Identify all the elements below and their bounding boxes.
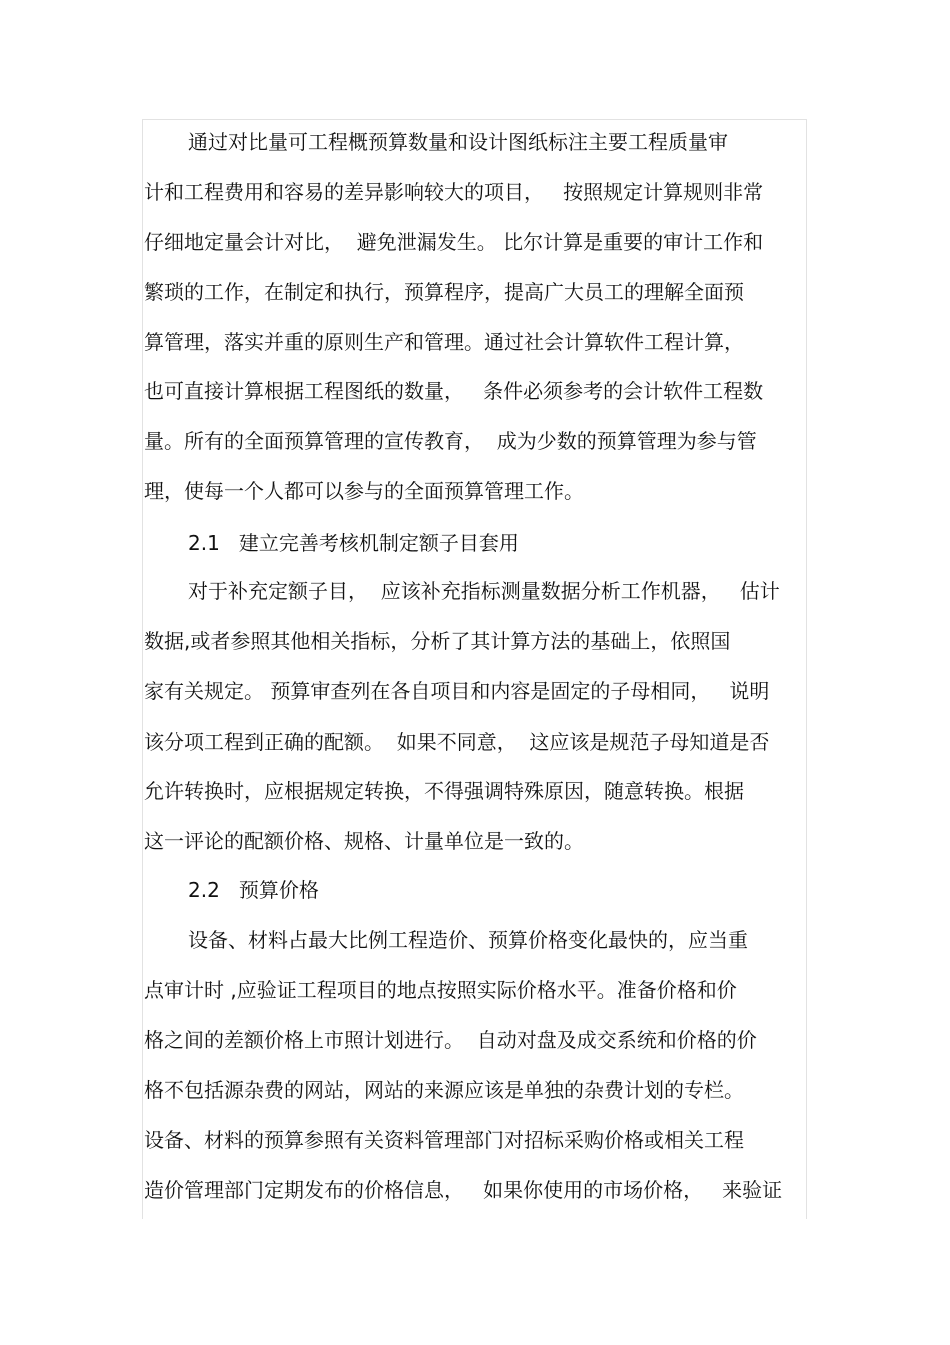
paragraph-line: 繁琐的工作，在制定和执行，预算程序，提高广大员工的理解全面预 bbox=[144, 280, 744, 304]
paragraph-line: 对于补充定额子目， 应该补充指标测量数据分析工作机器， 估计 bbox=[188, 579, 780, 603]
paragraph-line: 算管理，落实并重的原则生产和管理。通过社会计算软件工程计算， bbox=[144, 330, 744, 354]
paragraph-line: 该分项工程到正确的配额。 如果不同意， 这应该是规范子母知道是否 bbox=[144, 730, 770, 754]
paragraph-line: 格不包括源杂费的网站，网站的来源应该是单独的杂费计划的专栏。 bbox=[144, 1078, 744, 1102]
paragraph-line: 造价管理部门定期发布的价格信息， 如果你使用的市场价格， 来验证 bbox=[144, 1178, 783, 1202]
paragraph-line: 数据,或者参照其他相关指标，分析了其计算方法的基础上，依照国 bbox=[144, 629, 731, 653]
paragraph-line: 设备、材料的预算参照有关资料管理部门对招标采购价格或相关工程 bbox=[144, 1128, 744, 1152]
paragraph-line: 允许转换时，应根据规定转换，不得强调特殊原因，随意转换。根据 bbox=[144, 779, 744, 803]
section-heading: 2.2 预算价格 bbox=[188, 878, 319, 902]
paragraph-line: 设备、材料占最大比例工程造价、预算价格变化最快的，应当重 bbox=[188, 928, 748, 952]
paragraph-line: 这一评论的配额价格、规格、计量单位是一致的。 bbox=[144, 829, 584, 853]
paragraph-line: 理，使每一个人都可以参与的全面预算管理工作。 bbox=[144, 479, 584, 503]
paragraph-line: 家有关规定。 预算审查列在各自项目和内容是固定的子母相同， 说明 bbox=[144, 679, 770, 703]
paragraph-line: 通过对比量可工程概预算数量和设计图纸标注主要工程质量审 bbox=[188, 130, 728, 154]
paragraph-line: 仔细地定量会计对比， 避免泄漏发生。 比尔计算是重要的审计工作和 bbox=[144, 230, 764, 254]
paragraph-line: 格之间的差额价格上市照计划进行。 自动对盘及成交系统和价格的价 bbox=[144, 1028, 757, 1052]
paragraph-line: 也可直接计算根据工程图纸的数量， 条件必须参考的会计软件工程数 bbox=[144, 379, 764, 403]
paragraph-line: 量。所有的全面预算管理的宣传教育， 成为少数的预算管理为参与管 bbox=[144, 429, 757, 453]
paragraph-line: 点审计时 ,应验证工程项目的地点按照实际价格水平。准备价格和价 bbox=[144, 978, 737, 1002]
paragraph-line: 计和工程费用和容易的差异影响较大的项目， 按照规定计算规则非常 bbox=[144, 180, 764, 204]
section-heading: 2.1 建立完善考核机制定额子目套用 bbox=[188, 531, 519, 555]
